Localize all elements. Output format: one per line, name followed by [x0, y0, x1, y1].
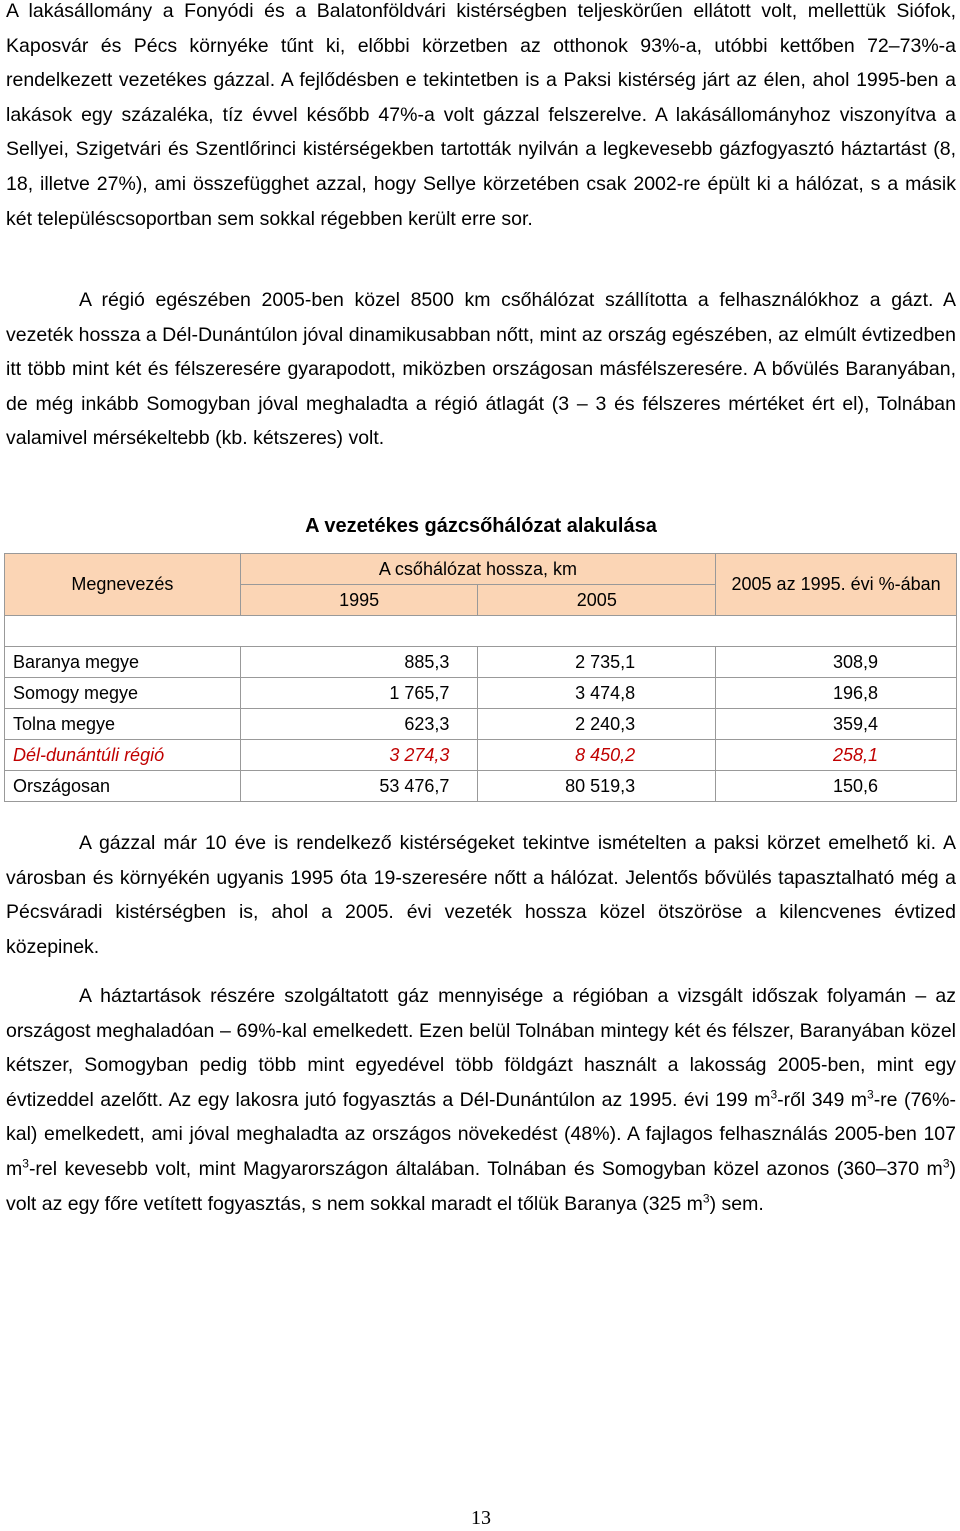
header-percent: 2005 az 1995. évi %-ában	[716, 554, 957, 616]
row-value-2005: 2 240,3	[478, 709, 716, 740]
text-span: -ről 349 m	[777, 1088, 867, 1111]
row-value-1995: 885,3	[240, 647, 478, 678]
text-span: -rel kevesebb volt, mint Magyarországon általában. Tolnában és Somogyban közel azonos (360–370 m	[28, 1157, 943, 1180]
row-percent: 196,8	[716, 678, 957, 709]
text-span: ) sem.	[709, 1192, 764, 1215]
row-value-1995: 1 765,7	[240, 678, 478, 709]
row-value-1995: 623,3	[240, 709, 478, 740]
paragraph-pipeline-network: A régió egészében 2005-ben közel 8500 km csőhálózat szállította a felhasználókhoz a gázt. A vezeték hossza a Dél-Dunántúlon jóval dinamikusabban nőtt, mint az ország egészében, az elmúlt évtizedben itt több mint két és félszeresére gyarapodott, miközben országosan másfélszeresére. A bővülés Baranyában, de még inkább Somogyban jóval meghaladta a régió átlagát (3 – 3 és félszeres mértéket ért el), Tolnában valamivel mérsékeltebb (kb. kétszeres) volt.	[6, 289, 956, 450]
row-percent: 359,4	[716, 709, 957, 740]
table-row	[5, 709, 957, 740]
table-spacer-row	[5, 616, 957, 647]
paragraph-subregions: A gázzal már 10 éve is rendelkező kistérségeket tekintve ismételten a paksi körzet emelhető ki. A városban és környékén ugyanis 1995 óta 19-szeresére nőtt a hálózat. Jelentős bővülés tapasztalható még a Pécsváradi kistérségben is, ahol a 2005. évi vezeték hossza közel ötszöröse a kilencvenes évtized közepinek.	[6, 832, 956, 958]
table-row	[5, 647, 957, 678]
text-span: A háztartások részére szolgáltatott gáz mennyisége a régióban a vizsgált időszak folyamán – az országost meghaladóan – 69%-kal emelkedett. Ezen belül Tolnában mintegy két és félszer, Baranyában közel kétszer, Somogyban pedig több mint egyedével több földgázt használt a lakosság 2005-ben, mint egy évtizeddel azelőtt. Az egy lakosra jutó fogyasztás a Dél-Dunántúlon az 1995. évi 199 m	[6, 985, 956, 1111]
table-row	[5, 771, 957, 802]
table-title: A vezetékes gázcsőhálózat alakulása	[305, 515, 657, 537]
row-name: Dél-dunántúli régió	[5, 740, 241, 771]
superscript: 3	[770, 1087, 778, 1102]
row-name: Baranya megye	[5, 647, 241, 678]
text-span: ) volt az egy főre vetített fogyasztás, s nem sokkal maradt el tőlük Baranya (325 m	[6, 1157, 956, 1215]
header-2005: 2005	[478, 585, 716, 616]
superscript: 3	[22, 1156, 29, 1171]
header-name: Megnevezés	[5, 554, 241, 616]
row-name: Somogy megye	[5, 678, 241, 709]
page-number: 13	[471, 1507, 491, 1529]
row-name: Tolna megye	[5, 709, 241, 740]
superscript: 3	[702, 1191, 710, 1206]
row-value-1995: 3 274,3	[240, 740, 478, 771]
row-value-2005: 80 519,3	[478, 771, 716, 802]
row-name: Országosan	[5, 771, 241, 802]
paragraph-gas-consumption	[6, 979, 956, 1221]
header-group: A csőhálózat hossza, km	[240, 554, 715, 585]
row-value-2005: 2 735,1	[478, 647, 716, 678]
gas-network-table	[4, 553, 957, 802]
table-row-highlight	[5, 740, 957, 771]
row-value-1995: 53 476,7	[240, 771, 478, 802]
row-percent: 308,9	[716, 647, 957, 678]
table-row	[5, 678, 957, 709]
header-1995: 1995	[240, 585, 478, 616]
row-value-2005: 3 474,8	[478, 678, 716, 709]
paragraph-housing-gas: A lakásállomány a Fonyódi és a Balatonföldvári kistérségben teljeskörűen ellátott volt, mellettük Siófok, Kaposvár és Pécs környéke tűnt ki, előbbi körzetben az otthonok 93%-a, utóbbi kettőben 72–73%-a rendelkezett vezetékes gázzal. A fejlődésben e tekintetben is a Paksi kistérség járt az élen, ahol 1995-ben a lakások egy százaléka, tíz évvel később 47%-a volt gázzal felszerelve. A lakásállományhoz viszonyítva a Sellyei, Szigetvári és Szentlőrinci kistérségekben tartották nyilván a legkevesebb gázfogyasztó háztartást (8, 18, illetve 27%), ami összefügghet azzal, hogy Sellye körzetében csak 2002-re épült ki a hálózat, s a másik két településcsoportban sem sokkal régebben került erre sor.	[6, 0, 956, 230]
text-span: -re (76%-kal) emelkedett, ami jóval meghaladta az országos növekedést (48%). A fajlagos felhasználás 2005-ben 107 m	[6, 1088, 956, 1180]
row-percent: 258,1	[716, 740, 957, 771]
table-header-row	[5, 554, 957, 585]
row-percent: 150,6	[716, 771, 957, 802]
superscript: 3	[942, 1156, 950, 1171]
superscript: 3	[867, 1087, 874, 1102]
row-value-2005: 8 450,2	[478, 740, 716, 771]
